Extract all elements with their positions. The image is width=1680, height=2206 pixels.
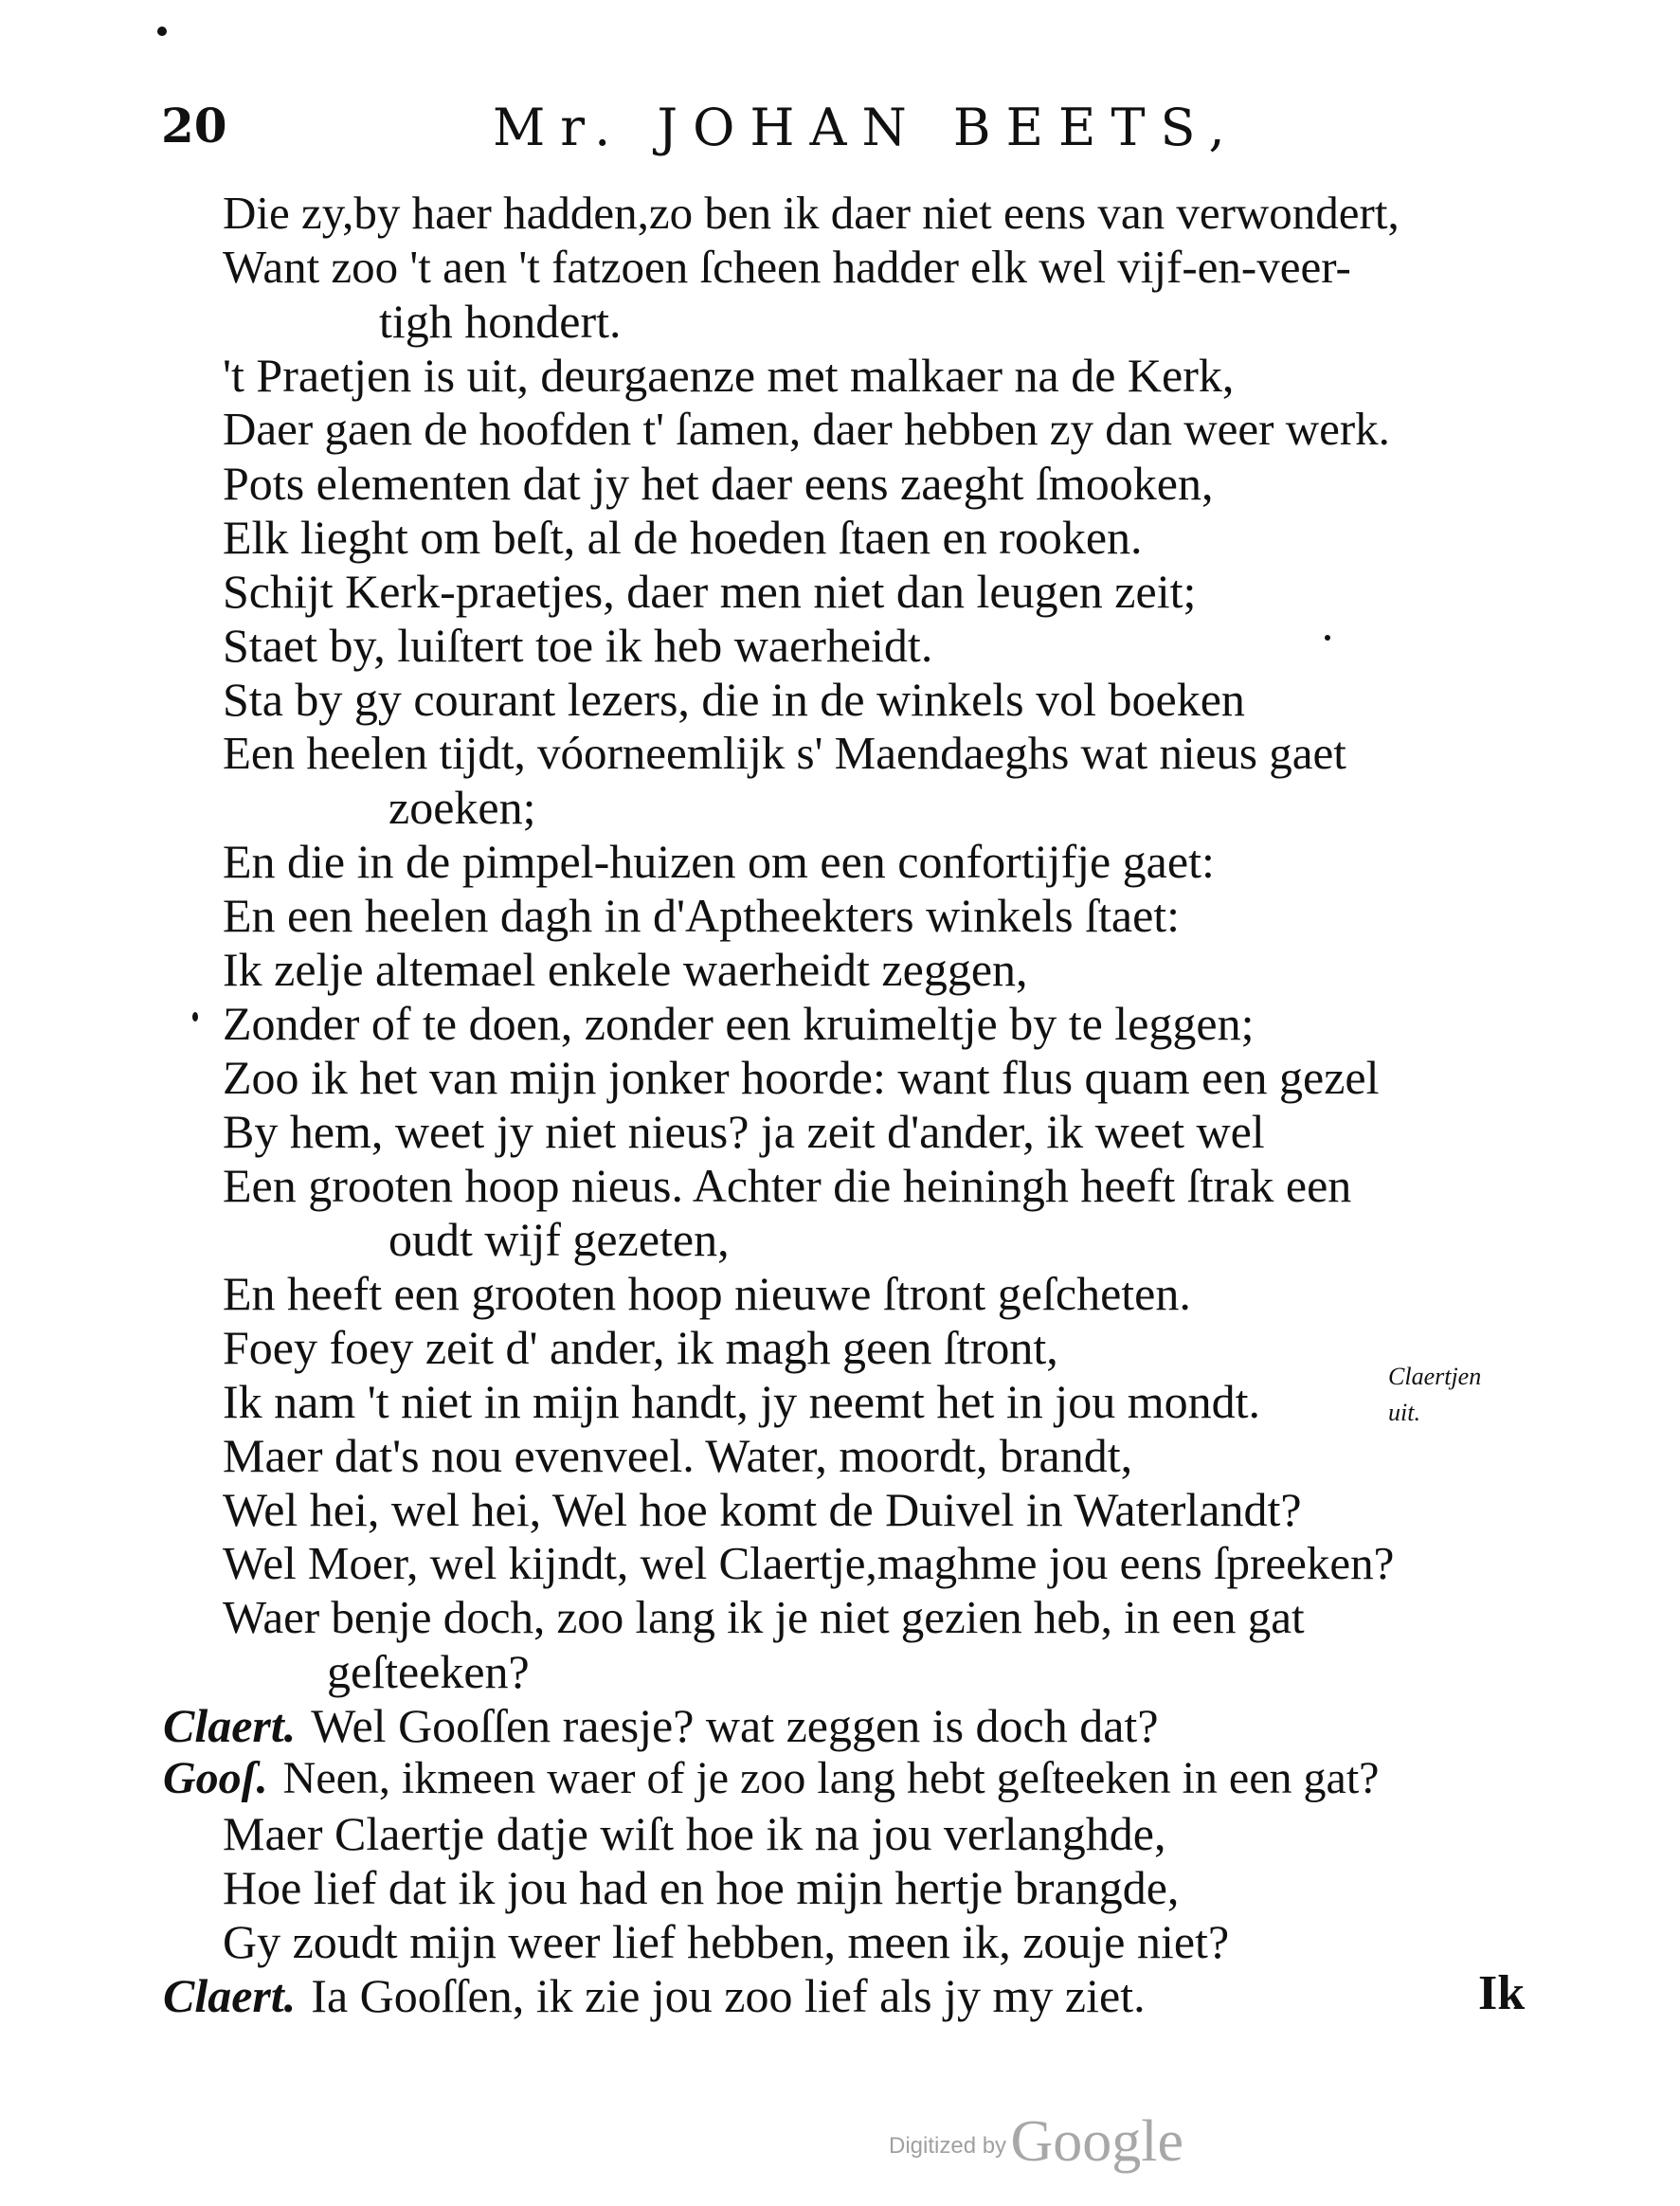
verse-line: Wel Moer, wel kijndt, wel Claertje,maghme jou eens ſpreeken? — [223, 1537, 1395, 1589]
verse-line: Een heelen tijdt, vóorneemlijk s' Maendaeghs wat nieus gaet — [223, 727, 1346, 779]
verse-line: Zoo ik het van mijn jonker hoorde: want flus quam een gezel — [223, 1051, 1380, 1104]
verse-line: Ik zelje altemael enkele waerheidt zeggen, — [223, 943, 1028, 996]
verse-line-spoken: Claert. Wel Gooſſen raesje? wat zeggen is doch dat? — [163, 1699, 1159, 1752]
ink-speck — [157, 27, 167, 36]
verse-line-spoken: Claert. Ia Gooſſen, ik zie jou zoo lief als jy my ziet. — [163, 1969, 1146, 2022]
verse-line: oudt wijf gezeten, — [388, 1213, 730, 1266]
verse-line-spoken: Gooſ. Neen, ikmeen waer of je zoo lang hebt geſteeken in een gat? — [163, 1753, 1380, 1803]
verse-line: Maer dat's nou evenveel. Water, moordt, brandt, — [223, 1429, 1133, 1482]
watermark-brand: Google — [1010, 2109, 1184, 2174]
verse-line: Wel hei, wel hei, Wel hoe komt de Duivel in Waterlandt? — [223, 1483, 1302, 1536]
verse-line: En die in de pimpel-huizen om een confortijfje gaet: — [223, 835, 1215, 888]
verse-line: Schijt Kerk-praetjes, daer men niet dan leugen zeit; — [223, 565, 1197, 618]
verse-line: Staet by, luiſtert toe ik heb waerheidt. — [223, 619, 933, 672]
verse-line: Die zy,by haer hadden,zo ben ik daer niet eens van verwondert, — [223, 187, 1400, 239]
ink-speck — [192, 1012, 198, 1022]
verse-line: zoeken; — [388, 781, 536, 834]
verse-line: Daer gaen de hoofden t' ſamen, daer hebben zy dan weer werk. — [223, 403, 1390, 455]
verse-line: Ik nam 't niet in mijn handt, jy neemt het in jou mondt. — [223, 1375, 1260, 1428]
verse-line: Hoe lief dat ik jou had en hoe mijn hertje brangde, — [223, 1861, 1180, 1914]
verse-line: En heeft een grooten hoop nieuwe ſtront geſcheten. — [223, 1267, 1191, 1320]
verse-line: geſteeken? — [327, 1645, 530, 1698]
speaker-name: Claert. — [163, 1969, 297, 2022]
verse-line: Een grooten hoop nieus. Achter die heiningh heeft ſtrak een — [223, 1159, 1352, 1212]
stage-direction-line: Claertjen — [1388, 1363, 1482, 1390]
verse-line: En een heelen dagh in d'Aptheekters winkels ſtaet: — [223, 889, 1181, 942]
digitization-watermark — [889, 2108, 1183, 2176]
verse-line: Waer benje doch, zoo lang ik je niet gezien heb, in een gat — [223, 1591, 1305, 1643]
watermark-label: Digitized by — [889, 2133, 1007, 2159]
verse-line: Gy zoudt mijn weer lief hebben, meen ik, zouje niet? — [223, 1915, 1230, 1968]
verse-line: Zonder of te doen, zonder een kruimeltje by te leggen; — [223, 997, 1255, 1050]
verse-line: Want zoo 't aen 't fatzoen ſcheen hadder elk wel vijf-en-veer- — [223, 241, 1351, 293]
speaker-name: Gooſ. — [163, 1753, 268, 1803]
verse-line: 't Praetjen is uit, deurgaenze met malkaer na de Kerk, — [223, 349, 1235, 402]
running-title: Mr. JOHAN BEETS, — [493, 98, 1240, 157]
verse-line: Maer Claertje datje wiſt hoe ik na jou verlanghde, — [223, 1807, 1166, 1860]
verse-line: Sta by gy courant lezers, die in de winkels vol boeken — [223, 673, 1245, 726]
stage-direction-line: uit. — [1388, 1399, 1420, 1426]
page-number: 20 — [161, 98, 227, 154]
ink-speck — [1325, 635, 1330, 641]
verse-line: Elk lieght om beſt, al de hoeden ſtaen en rooken. — [223, 511, 1143, 564]
verse-line: By hem, weet jy niet nieus? ja zeit d'ander, ik weet wel — [223, 1105, 1265, 1158]
catchword: Ik — [1478, 1966, 1526, 2020]
verse-line: Foey foey zeit d' ander, ik magh geen ſtront, — [223, 1321, 1058, 1374]
verse-line: tigh hondert. — [379, 295, 622, 348]
verse-line: Pots elementen dat jy het daer eens zaeght ſmooken, — [223, 457, 1214, 510]
speaker-name: Claert. — [163, 1699, 297, 1752]
